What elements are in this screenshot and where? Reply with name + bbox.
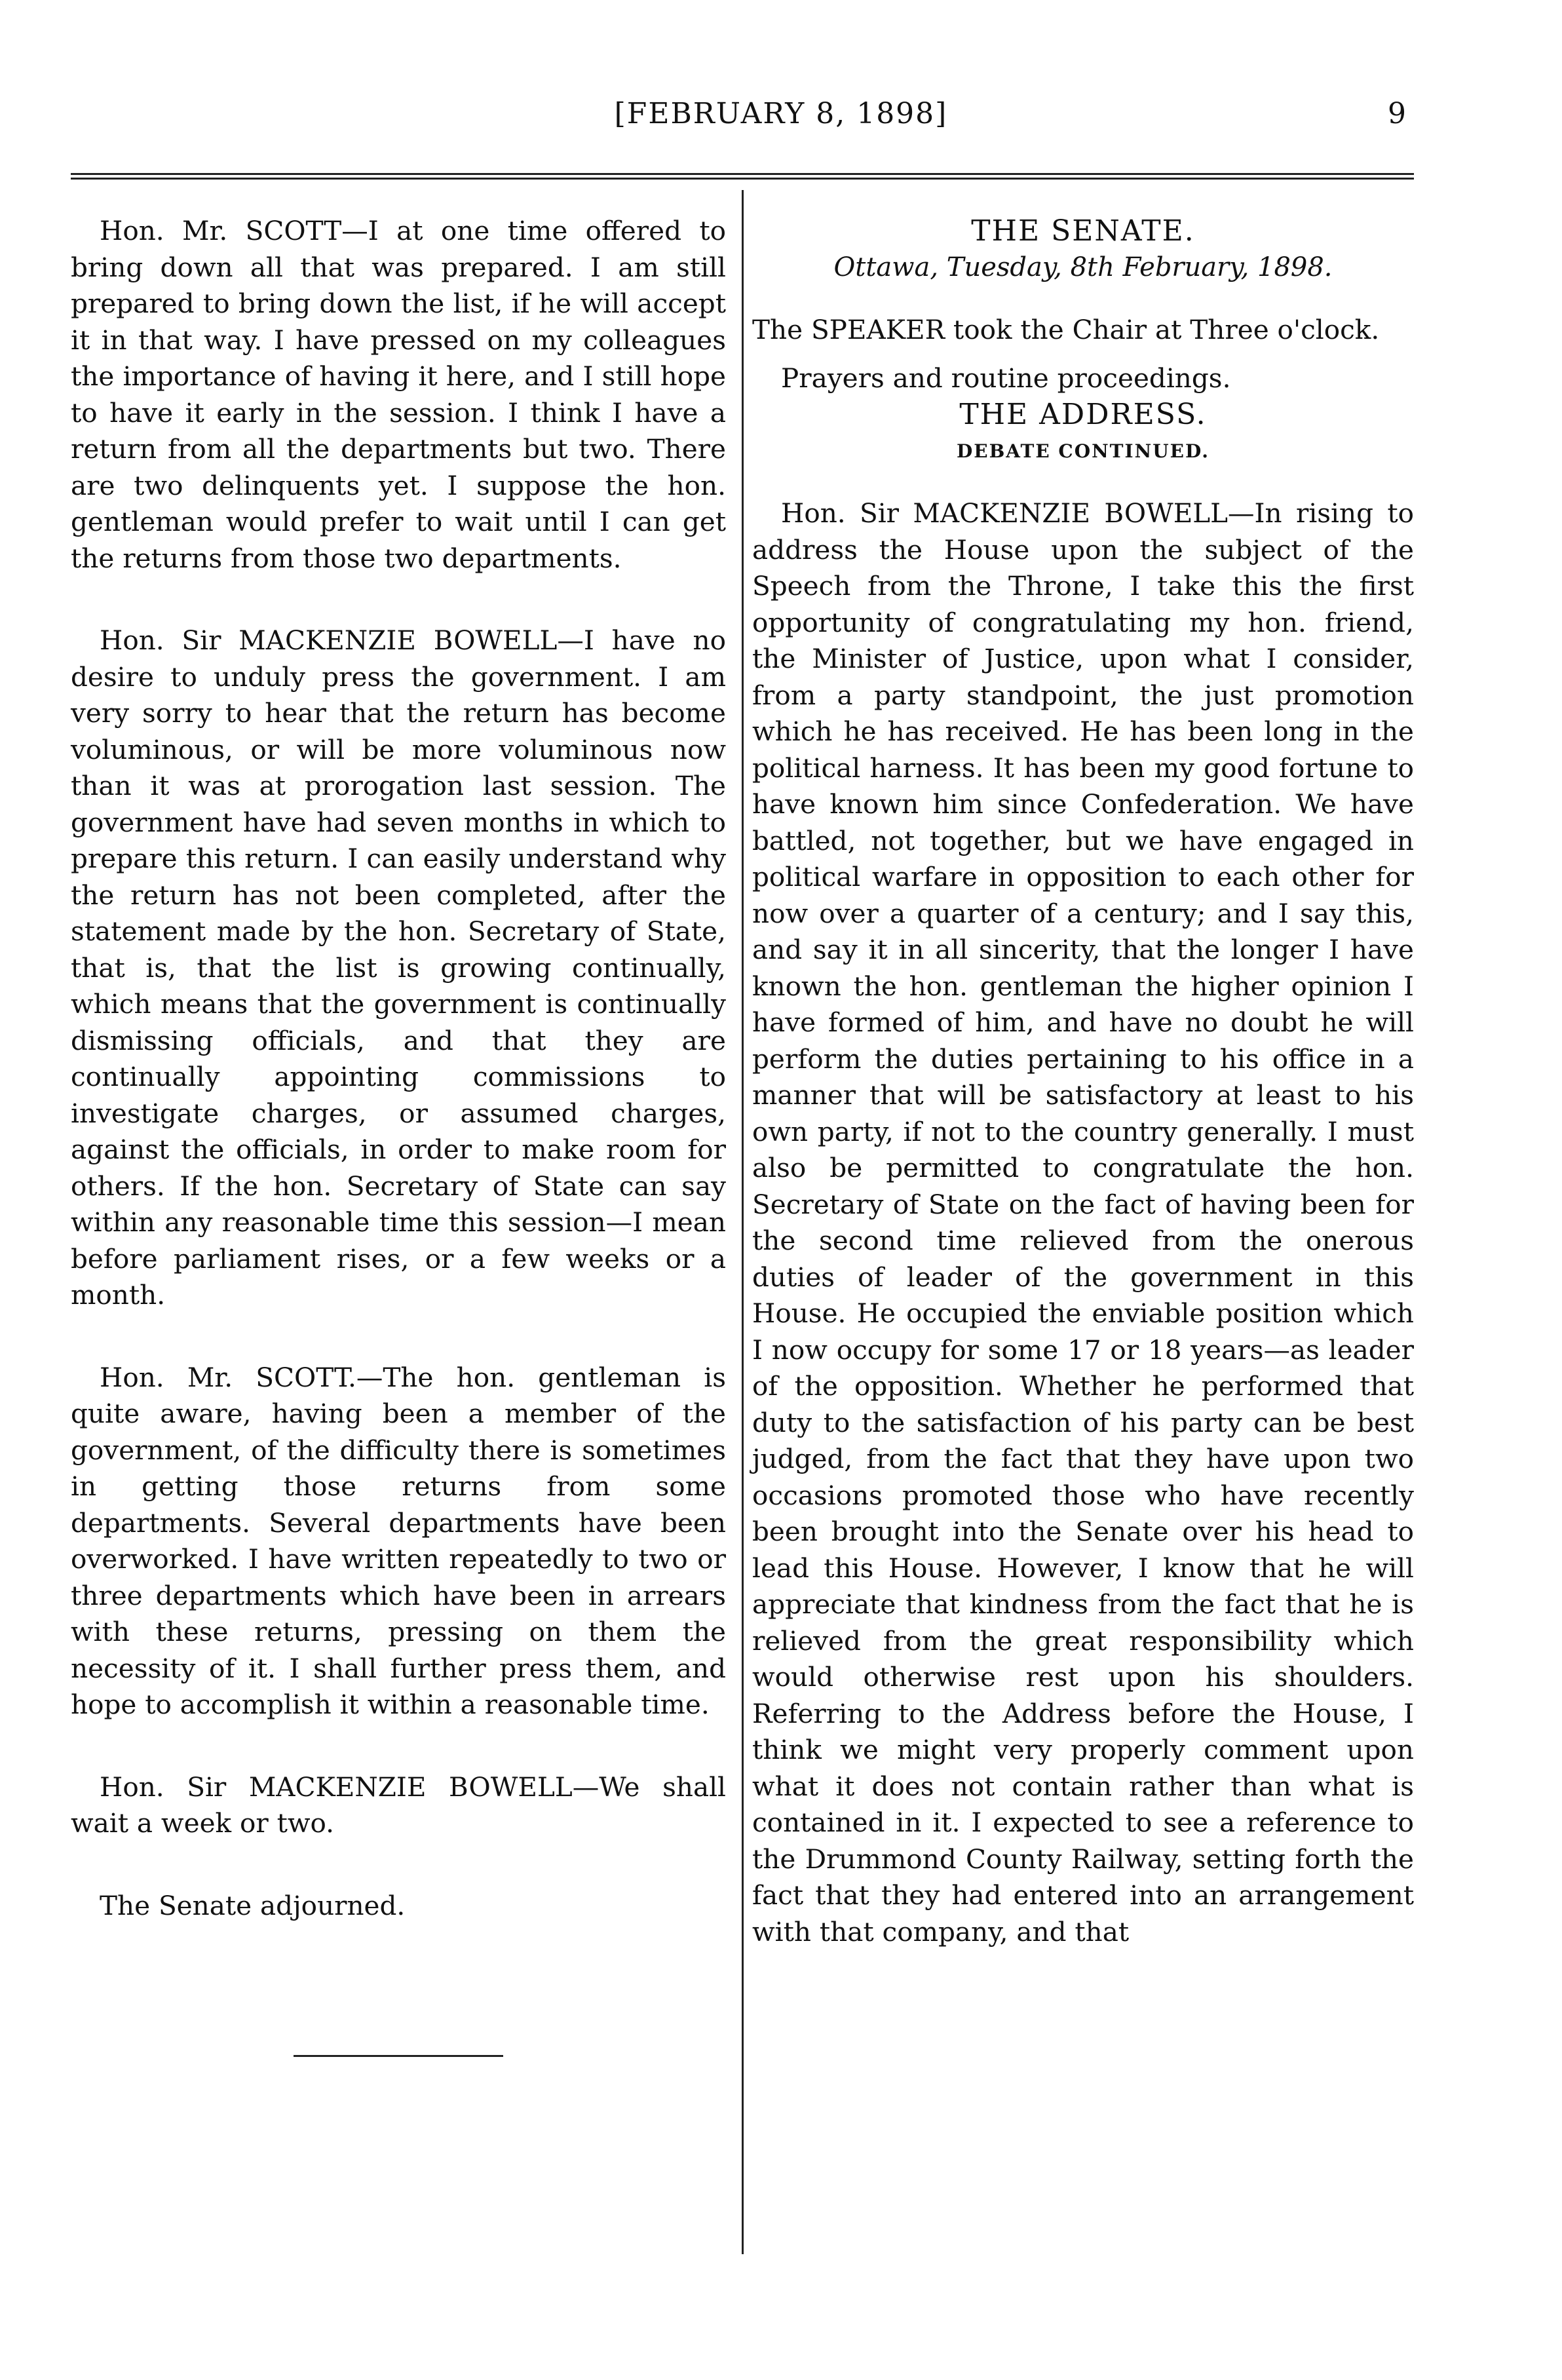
page-number: 9 [1388, 97, 1406, 130]
adjournment-line: The Senate adjourned. [100, 1889, 406, 1921]
section-end-rule [294, 2055, 503, 2057]
debate-continued-label: DEBATE CONTINUED. [957, 440, 1210, 462]
bowell-paragraph-2: Hon. Sir MACKENZIE BOWELL—We shall wait a week or two. [71, 1771, 726, 1839]
page-header [0, 97, 1562, 143]
bowell-speech: Hon. Sir MACKENZIE BOWELL—In rising to address the House upon the subject of the Speech from the Throne, I take this the first opportunity of congratulating my hon. friend, the Minister of Justice, upon what I consider, from a party standpoint, the just promotion which he has received. He has been long in the political harness. It has been my good fortune to have known him since Confederation. We have battled, not together, but we have engaged in political warfare in opposition to each other for now over a quarter of a century; and I say this, and say it in all sincerity, that the longer I have known the hon. gentleman the higher opinion I have formed of him, and have no doubt he will perform the duties pertaining to his office in a manner that will be satisfactory at least to his own party, if not to the country generally. I must also be permitted to congratulate the hon. Secretary of State on the fact of having been for the second time relieved from the onerous duties of leader of the government in this House. He occupied the enviable position which I now occupy for some 17 or 18 years—as leader of the opposition. Whether he performed that duty to the satisfaction of his party can be best judged, from the fact that they have upon two occasions promoted those who have recently been brought into the Senate over his head to lead this House. However, I know that he will appreciate that kindness from the fact that he is relieved from the great responsibility which would otherwise rest upon his shoulders. Referring to the Address before the House, I think we might very properly comment upon what it does not contain rather than what is contained in it. I expected to see a reference to the Drummond County Railway, setting forth the fact that they had entered into an arrangement with that company, and that [752, 497, 1414, 1948]
left-column [71, 213, 726, 2057]
bowell-paragraph-1: Hon. Sir MACKENZIE BOWELL—I have no desire to unduly press the government. I am very sorry to hear that the return has become voluminous, or will be more voluminous now than it was at prorogation last session. The government have had seven months in which to prepare this return. I can easily understand why the return has not been completed, after the statement made by the hon. Secretary of State, that is, that the list is growing continually, which means that the government is continually dismissing officials, and that they are continually appointing commissions to investigate charges, or assumed charges, against the officials, in order to make room for others. If the hon. Secretary of State can say within any reasonable time this session—I mean before parliament rises, or a few weeks or a month. [71, 624, 726, 1311]
header-double-rule [71, 173, 1414, 175]
dateline: Ottawa, Tuesday, 8th February, 1898. [833, 252, 1333, 282]
scott-paragraph-2: Hon. Mr. SCOTT.—The hon. gentleman is quite aware, having been a member of the government, of the difficulty there is sometimes in getting those returns from some departments. Several departments have been overworked. I have written repeatedly to two or three departments which have been in arrears with these returns, pressing on them the necessity of it. I shall further press them, and hope to accomplish it within a reasonable time. [71, 1361, 726, 1720]
header-date: [FEBRUARY 8, 1898] [614, 97, 948, 130]
column-divider [742, 190, 744, 2254]
address-title: THE ADDRESS. [959, 398, 1207, 431]
prayers-line: Prayers and routine proceedings. [781, 362, 1231, 394]
scott-paragraph-1: Hon. Mr. SCOTT—I at one time offered to bring down all that was prepared. I am still prepared to bring down the list, if he will accept it in that way. I have pressed on my colleagues the importance of having it here, and I still hope to have it early in the session. I think I have a return from all the departments but two. There are two delinquents yet. I suppose the hon. gentleman would prefer to wait until I can get the returns from those two departments. [71, 215, 726, 574]
speaker-line: The SPEAKER took the Chair at Three o'clock. [752, 314, 1380, 345]
senate-title: THE SENATE. [971, 214, 1195, 248]
right-column [752, 213, 1414, 1950]
